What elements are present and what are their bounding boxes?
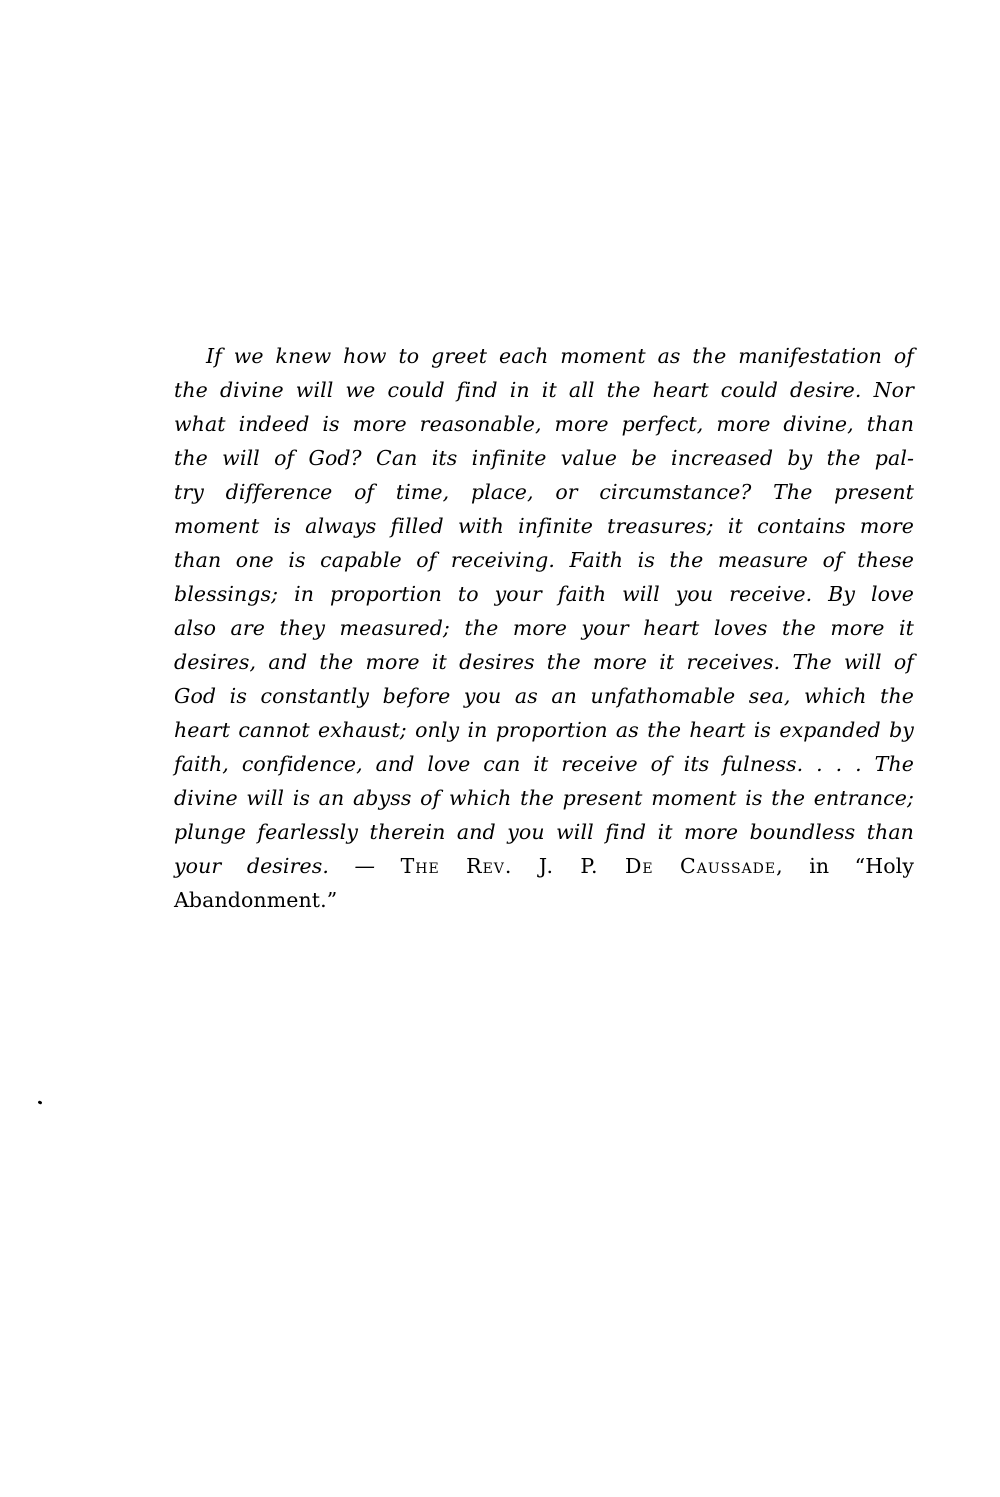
quote-line-9: also are they measured; the more your heart loves the more it <box>174 616 914 640</box>
quote-line-17: Abandonment.” <box>174 888 338 912</box>
quote-line-16 <box>174 849 914 883</box>
quote-line-4: the will of God? Can its infinite value be increased by the pal- <box>174 446 914 470</box>
quote-line-13: faith, confidence, and love can it receive of its fulness. . . . The <box>174 752 914 776</box>
quote-line-15: plunge fearlessly therein and you will find it more boundless than <box>174 820 914 844</box>
quotation-passage <box>174 339 914 917</box>
attribution-in-work: in “Holy <box>809 854 915 878</box>
quote-line-3: what indeed is more reasonable, more perfect, more divine, than <box>174 412 914 436</box>
quote-final-words: your desires. — <box>174 854 376 878</box>
stray-ink-mark <box>38 1100 43 1104</box>
quote-line-6: moment is always filled with infinite treasures; it contains more <box>174 514 914 538</box>
quote-line-2: the divine will we could find in it all the heart could desire. Nor <box>174 378 914 402</box>
quote-line-14: divine will is an abyss of which the present moment is the entrance; <box>174 786 914 810</box>
quote-line-10: desires, and the more it desires the more it receives. The will of <box>174 650 914 674</box>
quote-line-8: blessings; in proportion to your faith will you receive. By love <box>174 582 914 606</box>
quote-line-1: If we knew how to greet each moment as the manifestation of <box>206 344 914 368</box>
quote-line-5: try difference of time, place, or circumstance? The present <box>174 480 914 504</box>
quote-line-12: heart cannot exhaust; only in proportion as the heart is expanded by <box>174 718 914 742</box>
quote-line-7: than one is capable of receiving. Faith is the measure of these <box>174 548 914 572</box>
attribution-author: The Rev. J. P. De Caussade, <box>400 854 784 878</box>
quote-line-11: God is constantly before you as an unfathomable sea, which the <box>174 684 914 708</box>
